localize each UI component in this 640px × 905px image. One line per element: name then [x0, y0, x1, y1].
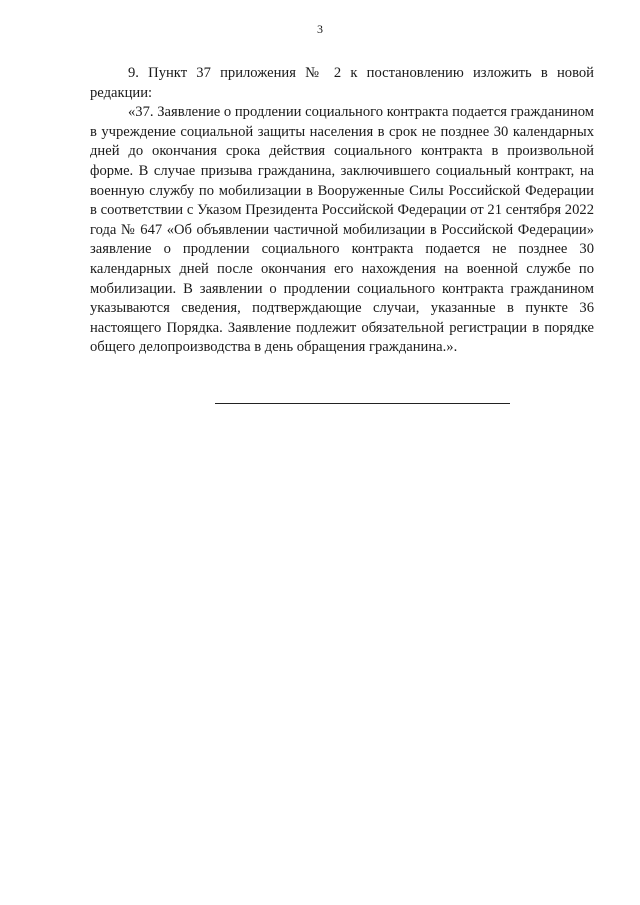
page-number: 3: [317, 22, 323, 36]
document-body: [90, 64, 594, 358]
paragraph-item-9: 9. Пункт 37 приложения № 2 к постановлению изложить в новой редакции:: [90, 65, 594, 101]
paragraph-item-37-text: «37. Заявление о продлении социального контракта подается гражданином в учреждение социальной защиты населения в срок не позднее 30 календарных дней до окончания срока действия социального контракта в произвольной форме. В случае призыва гражданина, заключившего социальный контракт, на военную службу по мобилизации в Вооруженные Силы Российской Федерации в соответствии с Указом Президента Российской Федерации от 21 сентября 2022 года № 647 «Об объявлении частичной мобилизации в Российской Федерации» заявление о продлении социального контракта подается не позднее 30 календарных дней после окончания его нахождения на военной службе по мобилизации. В заявлении о продлении социального контракта гражданином указываются сведения, подтверждающие случаи, указанные в пункте 36 настоящего Порядка. Заявление подлежит обязательной регистрации в порядке общего делопроизводства в день обращения гражданина.».: [90, 104, 594, 356]
separator-line: [215, 403, 510, 404]
